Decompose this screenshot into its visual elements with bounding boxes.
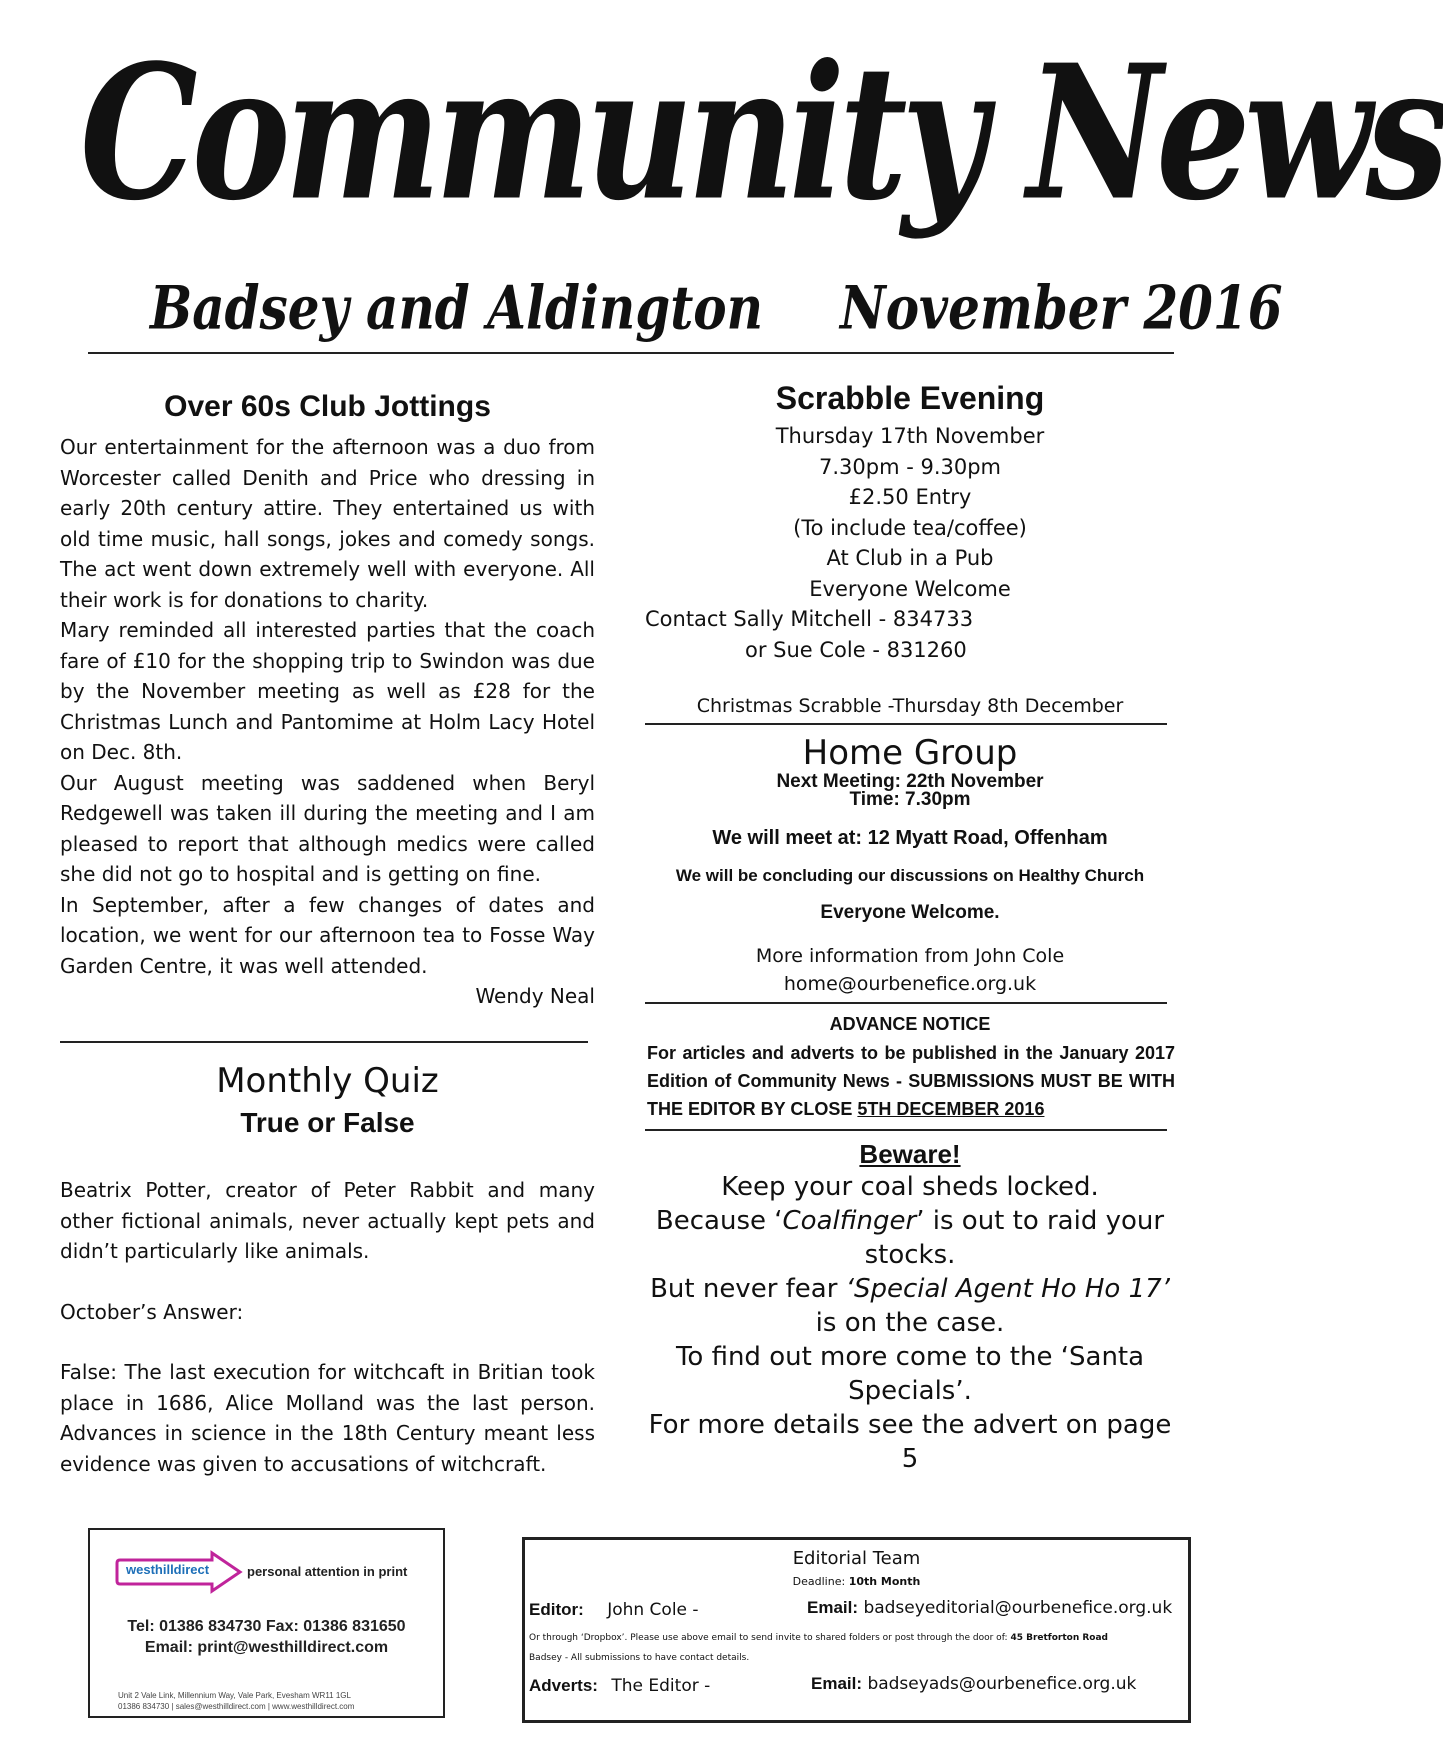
- over60s-body: [60, 432, 595, 981]
- home-group-location: We will meet at: 12 Myatt Road, Offenham: [712, 827, 1108, 849]
- scrabble-entry: £2.50 Entry: [848, 485, 972, 509]
- adverts-email-row: Email: badseyads@ourbenefice.org.uk: [811, 1674, 1137, 1694]
- advance-notice-body: [645, 1039, 1175, 1123]
- editorial-note-2: Badsey - All submissions to have contact details.: [529, 1653, 750, 1663]
- scrabble-welcome: Everyone Welcome: [809, 576, 1011, 601]
- editor-email-row: Email: badseyeditorial@ourbenefice.org.uk: [807, 1598, 1173, 1618]
- advert-email[interactable]: Email: print@westhilldirect.com: [144, 1639, 389, 1656]
- home-group-contact: More information from John Cole: [755, 945, 1065, 967]
- editorial-team-box: [522, 1537, 1191, 1723]
- editorial-note: Or through ‘Dropbox’. Please use above email to send invite to shared folders or post through the door of: 45 Bretforton Road: [529, 1633, 1108, 1643]
- right-column: [645, 380, 1175, 1476]
- advert-address-line: 01386 834730 | sales@westhilldirect.com | www.westhilldirect.com: [118, 1702, 355, 1711]
- scrabble-date: Thursday 17th November: [775, 424, 1045, 448]
- home-group-next-meeting: Next Meeting: 22th November: [776, 771, 1044, 792]
- home-group-divider: [645, 723, 1167, 725]
- advance-divider: [645, 1002, 1167, 1004]
- beware-body: [645, 1170, 1175, 1476]
- editorial-deadline: Deadline: 10th Month: [792, 1575, 921, 1588]
- adverts-row: [529, 1676, 710, 1696]
- newsletter-title: Community News: [80, 23, 1443, 242]
- scrabble-time: 7.30pm - 9.30pm: [818, 454, 1002, 479]
- newsletter-subtitle: Badsey and Aldington: [150, 272, 764, 343]
- left-column: [60, 390, 595, 1509]
- home-group-welcome: Everyone Welcome.: [820, 902, 1000, 923]
- quiz-subtitle: True or False: [240, 1107, 415, 1138]
- beware-line: But never fear ‘Special Agent Ho Ho 17’ is on the case.: [650, 1274, 1170, 1338]
- editorial-title: Editorial Team: [792, 1548, 921, 1569]
- home-group-topic: We will be concluding our discussions on Healthy Church: [675, 866, 1145, 885]
- beware-line: For more details see the advert on page 5: [648, 1410, 1172, 1474]
- adverts-email[interactable]: badseyads@ourbenefice.org.uk: [867, 1674, 1137, 1694]
- over60s-paragraph: Our August meeting was saddened when Beryl Redgewell was taken ill during the meeting and I am pleased to report that although medics were called she did not go to hospital and is getting on fine.: [60, 770, 595, 886]
- beware-title: Beware!: [859, 1139, 961, 1169]
- home-group-time: Time: 7.30pm: [849, 789, 971, 810]
- masthead-divider: [88, 352, 1174, 354]
- quiz-divider: [60, 1041, 588, 1043]
- advance-notice-deadline: 5TH DECEMBER 2016: [857, 1099, 1045, 1119]
- home-group-info: [645, 942, 1175, 998]
- home-group-title: Home Group: [802, 733, 1018, 773]
- advert-tagline: personal attention in print: [247, 1564, 408, 1579]
- scrabble-contact-alt: or Sue Cole - 831260: [745, 637, 967, 662]
- scrabble-title: Scrabble Evening: [775, 380, 1045, 416]
- editor-email[interactable]: badseyeditorial@ourbenefice.org.uk: [863, 1598, 1173, 1618]
- over60s-author: Wendy Neal: [475, 984, 595, 1008]
- quiz-title: Monthly Quiz: [216, 1061, 439, 1101]
- editor-name: John Cole -: [607, 1600, 699, 1620]
- scrabble-details: [645, 421, 1175, 665]
- beware-line: To find out more come to the ‘Santa Specials’.: [675, 1342, 1145, 1406]
- westhill-advert: [88, 1528, 445, 1718]
- beware-divider: [645, 1129, 1167, 1131]
- scrabble-contact: Contact Sally Mitchell - 834733: [645, 607, 974, 631]
- quiz-question: Beatrix Potter, creator of Peter Rabbit and many other fictional animals, never actually kept pets and didn’t particularly like animals.: [60, 1178, 595, 1263]
- adverts-name: The Editor -: [611, 1676, 711, 1696]
- over60s-paragraph: Our entertainment for the afternoon was a duo from Worcester called Denith and Price who dressing in early 20th century attire. They entertained us with old time music, hall songs, jokes and comedy songs. The act went down extremely well with everyone. All their work is for donations to charity.: [60, 435, 595, 612]
- christmas-scrabble: Christmas Scrabble -Thursday 8th December: [696, 695, 1124, 717]
- over60s-title: Over 60s Club Jottings: [164, 390, 491, 423]
- adverts-label: Adverts:: [529, 1676, 598, 1695]
- westhill-logo-text: westhilldirect: [126, 1562, 210, 1577]
- advert-address: [118, 1690, 354, 1712]
- advance-notice-title: ADVANCE NOTICE: [829, 1014, 991, 1034]
- over60s-paragraph: Mary reminded all interested parties that the coach fare of £10 for the shopping trip to Swindon was due by the November meeting as well as £28 for the Christmas Lunch and Pantomime at Holm Lacy Hotel on Dec. 8th.: [60, 618, 595, 764]
- quiz-body: [60, 1175, 595, 1479]
- beware-line: Because ‘Coalfinger’ is out to raid your stocks.: [655, 1206, 1165, 1270]
- masthead: [60, 20, 1443, 343]
- editor-row: [529, 1600, 699, 1620]
- advert-contact: [90, 1616, 443, 1658]
- beware-line: Keep your coal sheds locked.: [721, 1172, 1099, 1202]
- home-group-email[interactable]: home@ourbenefice.org.uk: [783, 973, 1037, 995]
- quiz-answer-label: October’s Answer:: [60, 1299, 244, 1324]
- quiz-answer: False: The last execution for witchcaft in Britian took place in 1686, Alice Molland was the last person. Advances in science in the 18th Century meant less evidence was given to accusations of witchcraft.: [60, 1360, 595, 1476]
- issue-date: November 2016: [840, 272, 1283, 343]
- editor-label: Editor:: [529, 1600, 584, 1619]
- scrabble-venue: At Club in a Pub: [826, 546, 994, 570]
- advert-phone: Tel: 01386 834730 Fax: 01386 831650: [127, 1618, 406, 1635]
- scrabble-includes: (To include tea/coffee): [793, 515, 1027, 540]
- over60s-paragraph: In September, after a few changes of dates and location, we went for our afternoon tea to Fosse Way Garden Centre, it was well attended.: [60, 892, 595, 978]
- advert-address-line: Unit 2 Vale Link, Millennium Way, Vale Park, Evesham WR11 1GL: [118, 1691, 351, 1700]
- advance-notice-text: For articles and adverts to be published in the January 2017 Edition of Community News - SUBMISSIONS MUST BE WITH THE EDITOR BY CLOSE: [647, 1043, 1175, 1119]
